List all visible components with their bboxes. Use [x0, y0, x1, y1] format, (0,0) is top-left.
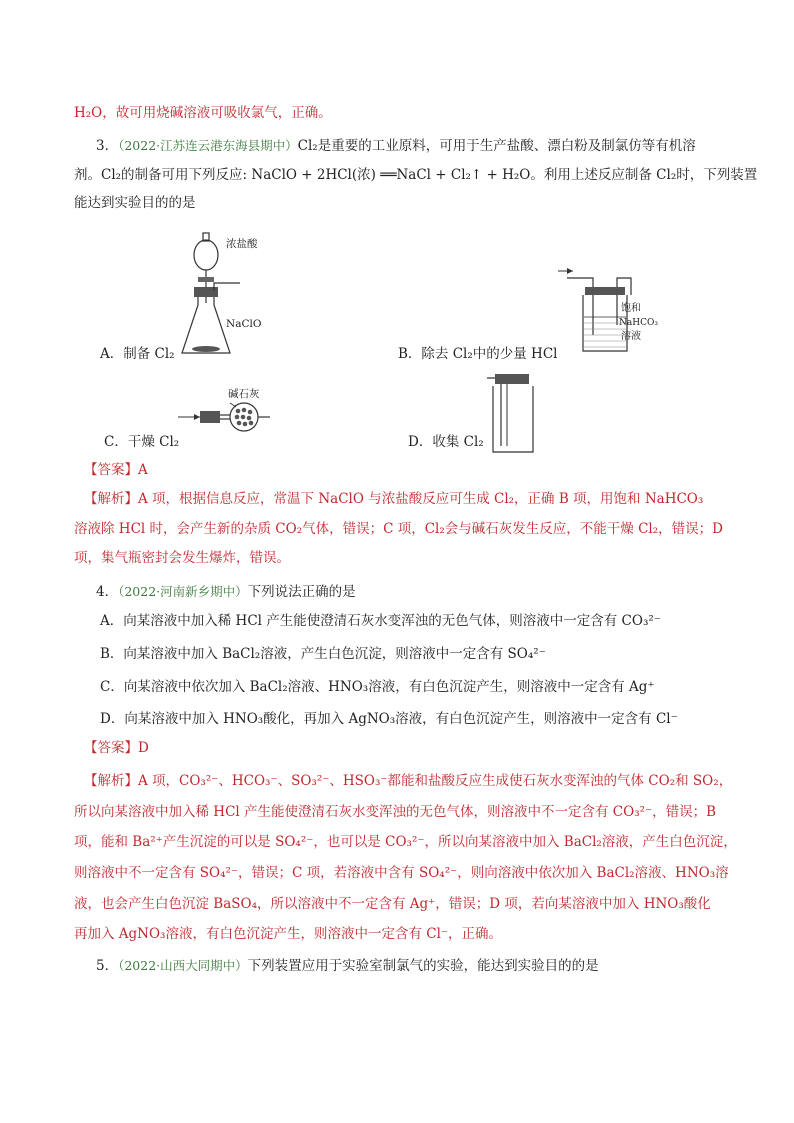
q3-analysis-line3: 项，集气瓶密封会发生爆炸，错误。 [74, 550, 290, 566]
q4-stem-text: 下列说法正确的是 [247, 584, 356, 600]
q3-number: 3． [96, 138, 119, 154]
figure-c-label-soda-lime: 碱石灰 [228, 388, 260, 400]
q3-answer: A [138, 462, 148, 478]
q3-analysis-line1 [84, 490, 703, 508]
figure-a-label-naclo: NaClO [226, 318, 262, 330]
q4-option-b: B．向某溶液中加入 BaCl₂溶液，产生白色沉淀，则溶液中一定含有 SO₄²⁻ [100, 646, 546, 662]
figure-a-flask-apparatus [170, 225, 290, 360]
figure-c-drying-tube [170, 383, 280, 443]
q3-analysis-text1: A 项，根据信息反应，常温下 NaClO 与浓盐酸反应可生成 Cl₂，正确 B 项，用饱和 NaHCO₃ [138, 491, 704, 507]
figure-b-washing-bottle [553, 265, 673, 355]
q4-analysis-line6: 再加入 AgNO₃溶液，有白色沉淀产生，则溶液中一定含有 Cl⁻，正确。 [74, 926, 503, 942]
q4-analysis-text1: A 项，CO₃²⁻、HCO₃⁻、SO₃²⁻、HSO₃⁻都能和盐酸反应生成使石灰水变浑浊的气体 CO₂和 SO₂， [138, 773, 733, 789]
q3-line3: 能达到实验目的的是 [74, 195, 196, 211]
q5-number: 5． [96, 958, 119, 974]
q3-analysis-line2: 溶液除 HCl 时，会产生新的杂质 CO₂气体，错误；C 项，Cl₂会与碱石灰发生反应，不能干燥 Cl₂，错误；D [74, 521, 723, 537]
figure-a-label-conc-hcl: 浓盐酸 [226, 238, 258, 250]
figure-b-label-saturated: 饱和 [621, 303, 641, 314]
q4-analysis-line5: 液，也会产生白色沉淀 BaSO₄，所以溶液中不一定含有 Ag⁺，错误；D 项，若向某溶液中加入 HNO₃酸化 [74, 896, 711, 912]
q4-option-c: C．向某溶液中依次加入 BaCl₂溶液、HNO₃溶液，有白色沉淀产生，则溶液中一定含有 Ag⁺ [100, 679, 655, 695]
q4-source: （2022·河南新乡期中） [118, 584, 248, 599]
q3-analysis-tag: 【解析】 [84, 491, 138, 507]
q4-analysis-line4: 则溶液中不一定含有 SO₄²⁻，错误；C 项，若溶液中含有 SO₄²⁻，则向溶液中依次加入 BaCl₂溶液、HNO₃溶 [74, 865, 729, 881]
q4-answer-tag: 【答案】 [84, 740, 138, 756]
q3-answer-tag: 【答案】 [84, 462, 138, 478]
q4-analysis-line1 [84, 772, 732, 790]
q4-option-a: A．向某溶液中加入稀 HCl 产生能使澄清石灰水变浑浊的无色气体，则溶液中一定含有 CO₃²⁻ [100, 613, 661, 629]
q4-analysis-tag: 【解析】 [84, 773, 138, 789]
analysis-continuation: H₂O，故可用烧碱溶液可吸收氯气，正确。 [74, 105, 332, 121]
q4-number: 4． [96, 584, 119, 600]
q3-option-a: A．制备 Cl₂ [100, 346, 175, 362]
figure-b-label-nahco3: NaHCO₃ [619, 318, 658, 328]
q3-source: （2022·江苏连云港东海县期中） [118, 138, 298, 153]
q5-source: （2022·山西大同期中） [118, 958, 248, 973]
q4-analysis-line3: 项，能和 Ba²⁺产生沉淀的可以是 SO₄²⁻，也可以是 CO₃²⁻，所以向某溶液中加入 BaCl₂溶液，产生白色沉淀， [74, 834, 737, 850]
q5-stem [96, 957, 599, 975]
q4-analysis-line2: 所以向某溶液中加入稀 HCl 产生能使澄清石灰水变浑浊的无色气体，则溶液中不一定含有 CO₃²⁻，错误；B [74, 804, 717, 820]
q3-stem-part1: Cl₂是重要的工业原料，可用于生产盐酸、漂白粉及制氯仿等有机溶 [297, 138, 696, 154]
q3-line2: 剂。Cl₂的制备可用下列反应: NaClO + 2HCl(浓) ══NaCl + Cl₂↑ + H₂O。利用上述反应制备 Cl₂时，下列装置 [74, 167, 758, 183]
q3-line1 [96, 137, 696, 155]
figure-b-label-solution: 溶液 [621, 331, 641, 342]
q4-answer: D [138, 740, 149, 756]
figure-d-collecting-bottle [483, 366, 553, 456]
q3-answer-line [84, 461, 148, 479]
q4-answer-line [84, 739, 149, 757]
q4-stem [96, 583, 356, 601]
q3-option-d: D．收集 Cl₂ [408, 434, 484, 450]
q4-option-d: D．向某溶液中加入 HNO₃酸化，再加入 AgNO₃溶液，有白色沉淀产生，则溶液中一定含有 Cl⁻ [100, 711, 678, 727]
q3-option-c: C．干燥 Cl₂ [104, 434, 180, 450]
q5-stem-text: 下列装置应用于实验室制氯气的实验，能达到实验目的的是 [247, 958, 599, 974]
q3-option-b: B．除去 Cl₂中的少量 HCl [398, 346, 558, 362]
